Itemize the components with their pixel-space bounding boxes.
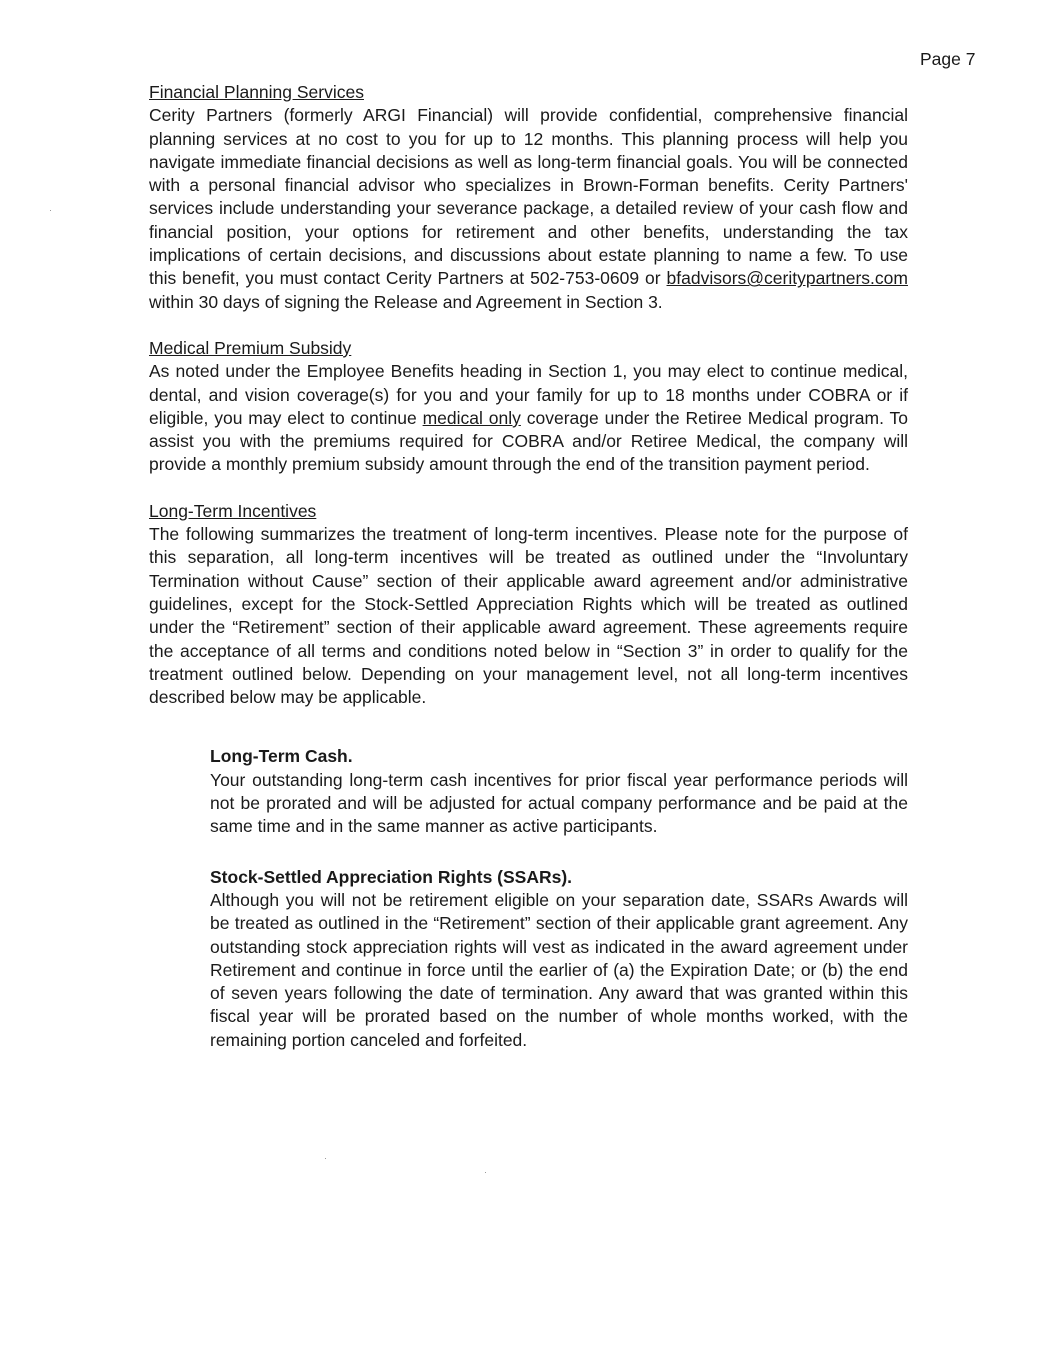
financial-planning-paragraph [149,104,908,314]
financial-planning-text: Cerity Partners (formerly ARGI Financial) will provide confidential, comprehensive financial planning services at no cost to you for up to 12 months. This planning process will help you navigate immediate financial decisions as well as long-term financial goals. You will be connected with a personal financial advisor who specializes in Brown-Forman benefits. Cerity Partners' services include understanding your severance package, a detailed review of your cash flow and financial position, your options for retirement and other benefits, understanding the tax implications of certain decisions, and discussions about estate planning to name a few. To use this benefit, you must contact Cerity Partners at 502-753-0609 or [149,105,908,289]
financial-planning-heading: Financial Planning Services [149,82,364,102]
long-term-cash-heading: Long-Term Cash. [210,746,353,767]
scan-speck [325,1158,326,1159]
ssars-subsection [210,866,908,1052]
long-term-incentives-heading: Long-Term Incentives [149,500,317,521]
medical-premium-text: As noted under the Employee Benefits heading in Section 1, you may elect to continue medical, dental, and vision coverage(s) for you and your family for up to 18 months under COBRA or if eligible, you may elect to continue [149,361,908,428]
long-term-cash-paragraph: Your outstanding long-term cash incentives for prior fiscal year performance periods will not be prorated and will be adjusted for actual company performance and be paid at the same time and in the same manner as active participants. [210,769,908,837]
scan-speck [50,210,51,211]
medical-premium-section [149,337,908,477]
document-body [149,81,908,1075]
long-term-incentives-section [149,500,908,1052]
financial-planning-text-end: within 30 days of signing the Release and Agreement in Section 3. [149,291,663,312]
medical-only-emphasis: medical only [422,407,521,428]
long-term-incentives-paragraph: The following summarizes the treatment of long-term incentives. Please note for the purpose of this separation, all long-term incentives will be treated as outlined under the “Involuntary Termination without Cause” section of their applicable award agreement and/or administrative guidelines, except for the Stock-Settled Appreciation Rights which will be treated as outlined under the “Retirement” section of their applicable award agreement. These agreements require the acceptance of all terms and conditions noted below in “Section 3” in order to qualify for the treatment outlined below. Depending on your management level, not all long-term incentives described below may be applicable. [149,524,908,708]
medical-premium-heading: Medical Premium Subsidy [149,337,352,358]
page-number: Page 7 [920,49,976,69]
long-term-cash-subsection [210,745,908,838]
financial-planning-section [149,81,908,314]
advisor-email-link[interactable]: bfadvisors@ceritypartners.com [666,268,908,289]
scan-speck [485,1172,486,1173]
ssars-heading: Stock-Settled Appreciation Rights (SSARs). [210,866,573,887]
ssars-paragraph: Although you will not be retirement eligible on your separation date, SSARs Awards will be treated as outlined in the “Retirement” section of their applicable grant agreement. Any outstanding stock appreciation rights will vest as indicated in the award agreement under Retirement and continue in force until the earlier of (a) the Expiration Date; or (b) the end of seven years following the date of termination. Any award that was granted within this fiscal year will be prorated based on the number of whole months worked, with the remaining portion canceled and forfeited. [210,889,908,1050]
medical-premium-text-end: coverage under the Retiree Medical program. To assist you with the premiums required for COBRA and/or Retiree Medical, the company will provide a monthly premium subsidy amount through the end of the transition payment period. [149,407,908,475]
medical-premium-paragraph [149,360,908,476]
